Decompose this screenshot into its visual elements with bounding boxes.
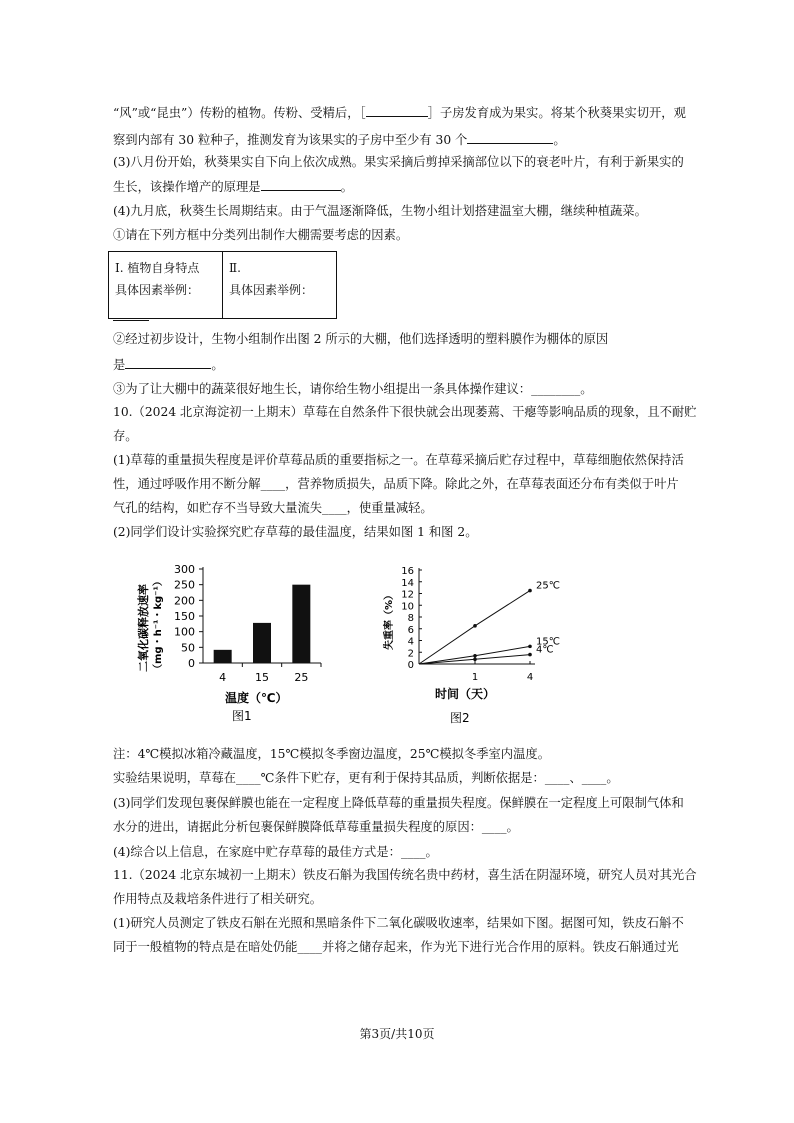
bar-chart	[125, 552, 365, 732]
text-line: 察到内部有 30 粒种子，推测发育为该果实的子房中至少有 30 个 。	[113, 133, 566, 147]
x-tick-label: 15	[255, 671, 269, 684]
y-tick-label: 2	[407, 648, 414, 660]
text-line: (4)九月底，秋葵生长周期结束。由于气温逐渐降低，生物小组计划搭建温室大棚，继续种植蔬菜。	[113, 204, 647, 218]
text-line: 同于一般植物的特点是在暗处仍能____并将之储存起来，作为光下进行光合作用的原料。铁皮石斛通过光	[113, 940, 679, 954]
data-point	[528, 589, 532, 593]
answer-blank	[261, 178, 341, 191]
factor-cell-2	[223, 252, 337, 319]
answer-blank	[125, 356, 211, 369]
text-line: (2)同学们设计实验探究贮存草莓的最佳温度，结果如图 1 和图 2。	[113, 525, 478, 539]
y-axis-unit: （mg・h⁻¹・kg⁻¹）	[153, 576, 164, 674]
bar	[253, 623, 271, 663]
y-tick-label: 6	[407, 624, 414, 636]
x-tick-label: 4	[526, 672, 534, 683]
text-line: (3)同学们发现包裹保鲜膜也能在一定程度上降低草莓的重量损失程度。保鲜膜在一定程度上可限制气体和	[113, 796, 684, 810]
text-line: ②经过初步设计，生物小组制作出图 2 所示的大棚，他们选择透明的塑料膜作为棚体的原因	[113, 332, 609, 346]
text-line: (1)草莓的重量损失程度是评价草莓品质的重要指标之一。在草莓采摘后贮存过程中，草莓细胞依然保持活	[113, 453, 684, 467]
y-axis-label: 二氧化碳释放速率	[137, 584, 150, 672]
text-line: 是 。	[113, 358, 224, 372]
text-line: 10.（2024 北京海淀初一上期末）草莓在自然条件下很快就会出现萎蔫、干瘪等影响品质的现象，且不耐贮	[113, 405, 697, 419]
line-chart	[375, 560, 575, 740]
text-line: 注：4℃模拟冰箱冷藏温度，15℃模拟冬季窗边温度，25℃模拟冬季室内温度。	[113, 747, 550, 761]
page-footer: 第3页/共10页	[359, 1027, 435, 1041]
data-point	[473, 654, 477, 658]
answer-blank	[467, 131, 553, 144]
y-tick-label: 150	[174, 610, 195, 623]
text-line: 实验结果说明，草莓在____℃条件下贮存，更有利于保持其品质，判断依据是：____、____。	[113, 771, 619, 785]
y-tick-label: 200	[174, 594, 195, 608]
factor-cell-sub: 具体因素举例：	[115, 283, 200, 297]
y-axis-label: 失重率（%）	[384, 589, 395, 650]
bar	[214, 650, 232, 663]
series-label: 25℃	[536, 580, 560, 592]
y-tick-label: 300	[174, 563, 195, 576]
x-tick-label: 4	[219, 671, 227, 684]
factor-table	[108, 251, 337, 319]
x-tick-label: 1	[471, 672, 479, 683]
data-point	[473, 658, 477, 662]
text-line: 气孔的结构，如贮存不当导致大量流失____，使重量减轻。	[113, 501, 433, 515]
y-tick-label: 100	[174, 625, 195, 639]
factor-cell-sub: 具体因素举例：	[229, 283, 314, 297]
answer-blank	[366, 104, 428, 117]
text-line: 作用特点及栽培条件进行了相关研究。	[113, 892, 323, 906]
text-line: “风”或“昆虫”）传粉的植物。传粉、受精后，［ ］子房发育成为果实。将某个秋葵果实切开，观	[113, 106, 686, 120]
y-tick-label: 10	[401, 601, 414, 613]
y-tick-label: 0	[188, 657, 195, 670]
text-line: 存。	[113, 429, 138, 443]
text-line: 生长，该操作增产的原理是 。	[113, 180, 353, 194]
text-line: (3)八月份开始，秋葵果实自下向上依次成熟。果实采摘后剪掉采摘部位以下的衰老叶片，有利于新果实的	[113, 155, 684, 169]
data-point	[528, 653, 532, 657]
figure-caption: 图1	[232, 709, 252, 723]
y-tick-label: 0	[407, 660, 414, 671]
text-line: ①请在下列方框中分类列出制作大棚需要考虑的因素。	[113, 228, 409, 242]
y-tick-label: 4	[407, 636, 414, 648]
factor-cell-title: Ⅱ.	[229, 261, 241, 275]
text-line: 11.（2024 北京东城初一上期末）铁皮石斛为我国传统名贵中药材，喜生活在阴湿环境，研究人员对其光合	[113, 868, 697, 882]
x-axis-label: 温度（℃）	[225, 691, 288, 705]
text-line: 水分的进出，请据此分析包裹保鲜膜降低草莓重量损失程度的原因：____。	[113, 820, 519, 834]
series-label: 4℃	[536, 644, 554, 656]
series-label: 15℃	[536, 636, 560, 648]
factor-cell-title: Ⅰ. 植物自身特点	[115, 261, 200, 275]
data-point	[473, 624, 477, 628]
figure-caption: 图2	[450, 711, 470, 725]
text-line: (1)研究人员测定了铁皮石斛在光照和黑暗条件下二氧化碳吸收速率，结果如下图。据图可知，铁皮石斛不	[113, 916, 684, 930]
y-tick-label: 14	[401, 577, 414, 589]
y-tick-label: 16	[401, 566, 414, 577]
y-tick-label: 250	[174, 578, 195, 592]
bar	[292, 585, 310, 663]
data-point	[528, 645, 532, 649]
y-tick-label: 12	[401, 589, 414, 601]
text-line: (4)综合以上信息，在家庭中贮存草莓的最佳方式是：____。	[113, 845, 438, 859]
answer-blank	[113, 320, 149, 321]
x-tick-label: 25	[294, 671, 309, 684]
text-line: ③为了让大棚中的蔬菜很好地生长，请你给生物小组提出一条具体操作建议：________。	[113, 382, 593, 396]
x-axis-label: 时间（天）	[435, 687, 496, 701]
y-tick-label: 8	[407, 613, 414, 624]
factor-cell-1	[109, 252, 223, 319]
text-line: 性，通过呼吸作用不断分解____，营养物质损失，品质下降。除此之外，在草莓表面还分布有类似于叶片	[113, 477, 679, 491]
y-tick-label: 50	[181, 641, 195, 655]
